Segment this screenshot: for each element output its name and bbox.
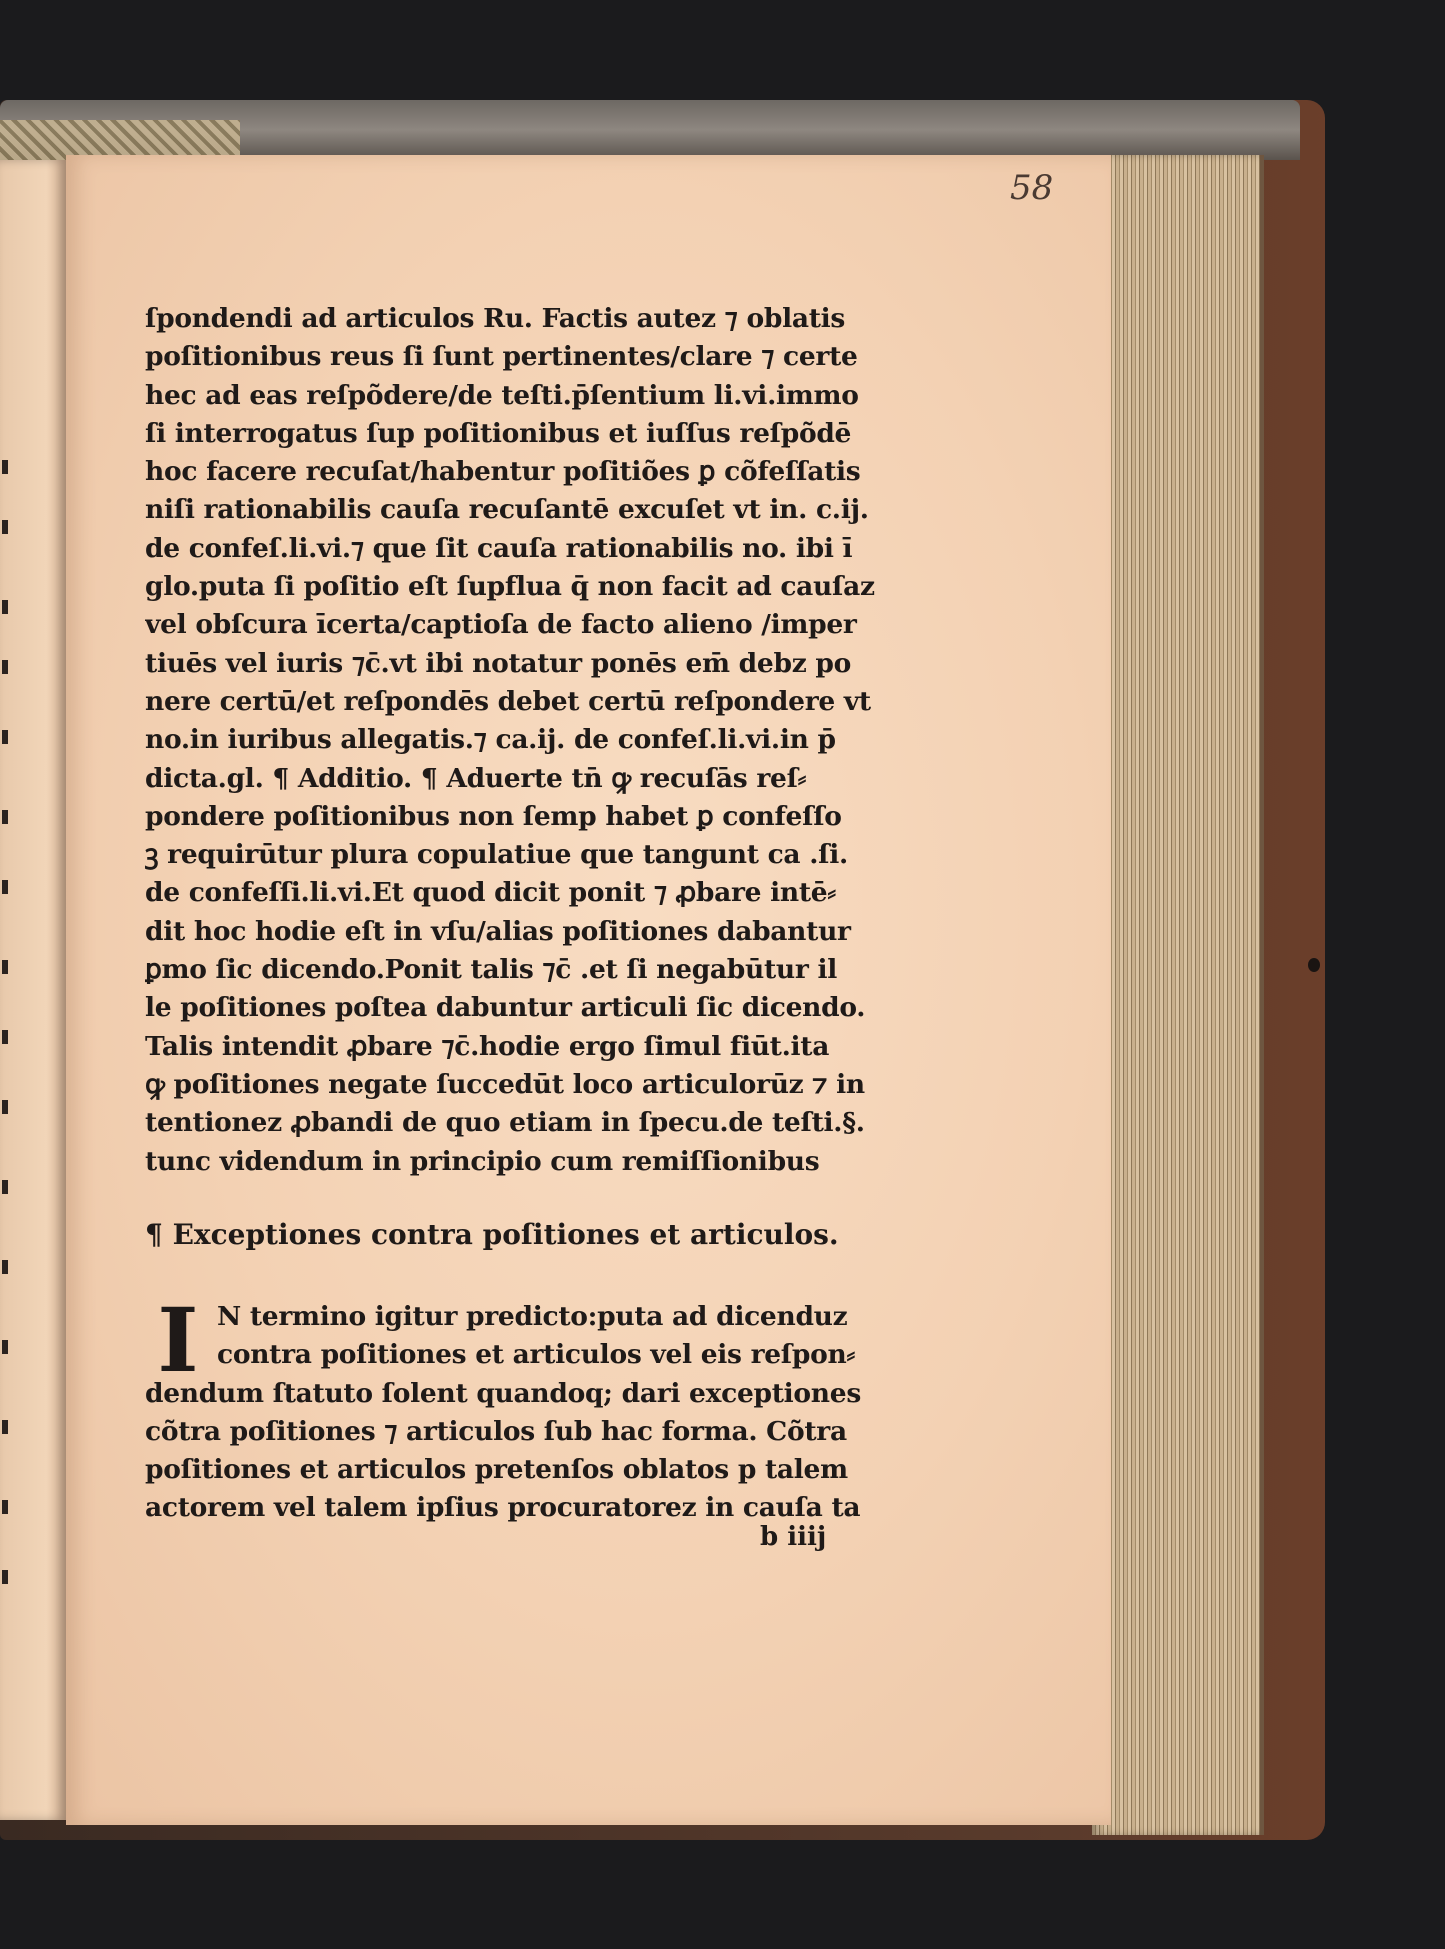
paragraph-1 — [145, 300, 895, 1181]
signature-mark: b iiij — [760, 1522, 827, 1552]
left-page-edge — [0, 160, 66, 1820]
text-line: contra poſitiones et articulos vel eis reſpon⸗ — [217, 1339, 855, 1371]
text-line: de confeſ.li.vi.⁊ que ſit cauſa rationabilis no. ibi ī — [145, 532, 853, 564]
text-line: N termino igitur predicto:puta ad dicenduz — [217, 1301, 848, 1332]
text-line: le poſitiones poſtea dabuntur articuli ſic dicendo. — [145, 992, 866, 1024]
text-line: tunc videndum in principio cum remiſſionibus — [145, 1145, 820, 1177]
drop-initial: I — [157, 1288, 199, 1392]
text-line: cõtra poſitiones ⁊ articulos ſub hac forma. Cõtra — [145, 1415, 847, 1447]
text-line: ſpondendi ad articulos Ru. Factis autez ⁊ oblatis — [145, 303, 846, 334]
text-line: poſitiones et articulos pretenſos oblatos p talem — [145, 1454, 848, 1486]
text-line: glo.puta ſi poſitio eſt ſupflua q̄ non facit ad cauſaz — [145, 571, 875, 603]
left-page-text-fragments — [2, 460, 16, 1660]
text-line: niſi rationabilis cauſa recuſantē excuſet vt in. c.ij. — [145, 494, 869, 526]
worm-hole — [1308, 958, 1320, 972]
text-line: dit hoc hodie eſt in vſu/alias poſitiones dabantur — [145, 915, 851, 947]
text-line: no.in iuribus allegatis.⁊ ca.ij. de confeſ.li.vi.in p̄ — [145, 724, 836, 756]
text-line: actorem vel talem ipſius procuratorez in cauſa ta — [145, 1492, 861, 1524]
text-line: pondere poſitionibus non ſemp habet ꝑ confeſſo — [145, 800, 842, 832]
text-line: hoc facere recuſat/habentur poſitiões ꝑ cõfeſſatis — [145, 456, 861, 488]
text-line: ꝙ poſitiones negate ſuccedūt loco articulorūz ⁊ in — [145, 1068, 865, 1100]
section-heading: ¶ Exceptiones contra poſitiones et articulos. — [145, 1218, 839, 1251]
text-line: hec ad eas reſpõdere/de teſti.p̄ſentium li.vi.immo — [145, 379, 859, 411]
text-line: de confeſſi.li.vi.Et quod dicit ponit ⁊ ꝓbare intē⸗ — [145, 877, 836, 909]
text-line: ſi interrogatus ſup poſitionibus et iuſſus reſpõdē — [145, 417, 852, 449]
folio-number: 58 — [1010, 168, 1054, 208]
text-line: dicta.gl. ¶ Additio. ¶ Aduerte tn̄ ꝙ recuſās reſ⸗ — [145, 762, 807, 794]
text-line: ꝫ requirūtur plura copulatiue que tangunt ca .ſi. — [145, 839, 848, 871]
text-line: tiuēs vel iuris ⁊c̄.vt ibi notatur ponēs em̄ debz po — [145, 647, 851, 679]
text-line: vel obſcura īcerta/captioſa de facto alieno /imper — [145, 609, 857, 641]
text-line: poſitionibus reus ſi ſunt pertinentes/clare ⁊ certe — [145, 341, 858, 373]
headband — [0, 120, 240, 160]
text-line: nere certū/et reſpondēs debet certū reſpondere vt — [145, 685, 871, 717]
text-line: tentionez ꝓbandi de quo etiam in ſpecu.de teſti.§. — [145, 1107, 865, 1139]
text-line: Talis intendit ꝓbare ⁊c̄.hodie ergo ſimul fiūt.ita — [145, 1030, 830, 1062]
text-line: ꝑmo ſic dicendo.Ponit talis ⁊c̄ .et ſi negabūtur il — [145, 954, 838, 986]
page-edges — [1092, 155, 1264, 1835]
paragraph-2 — [145, 1288, 900, 1528]
text-line: dendum ſtatuto ſolent quandoq; dari exceptiones — [145, 1377, 861, 1409]
